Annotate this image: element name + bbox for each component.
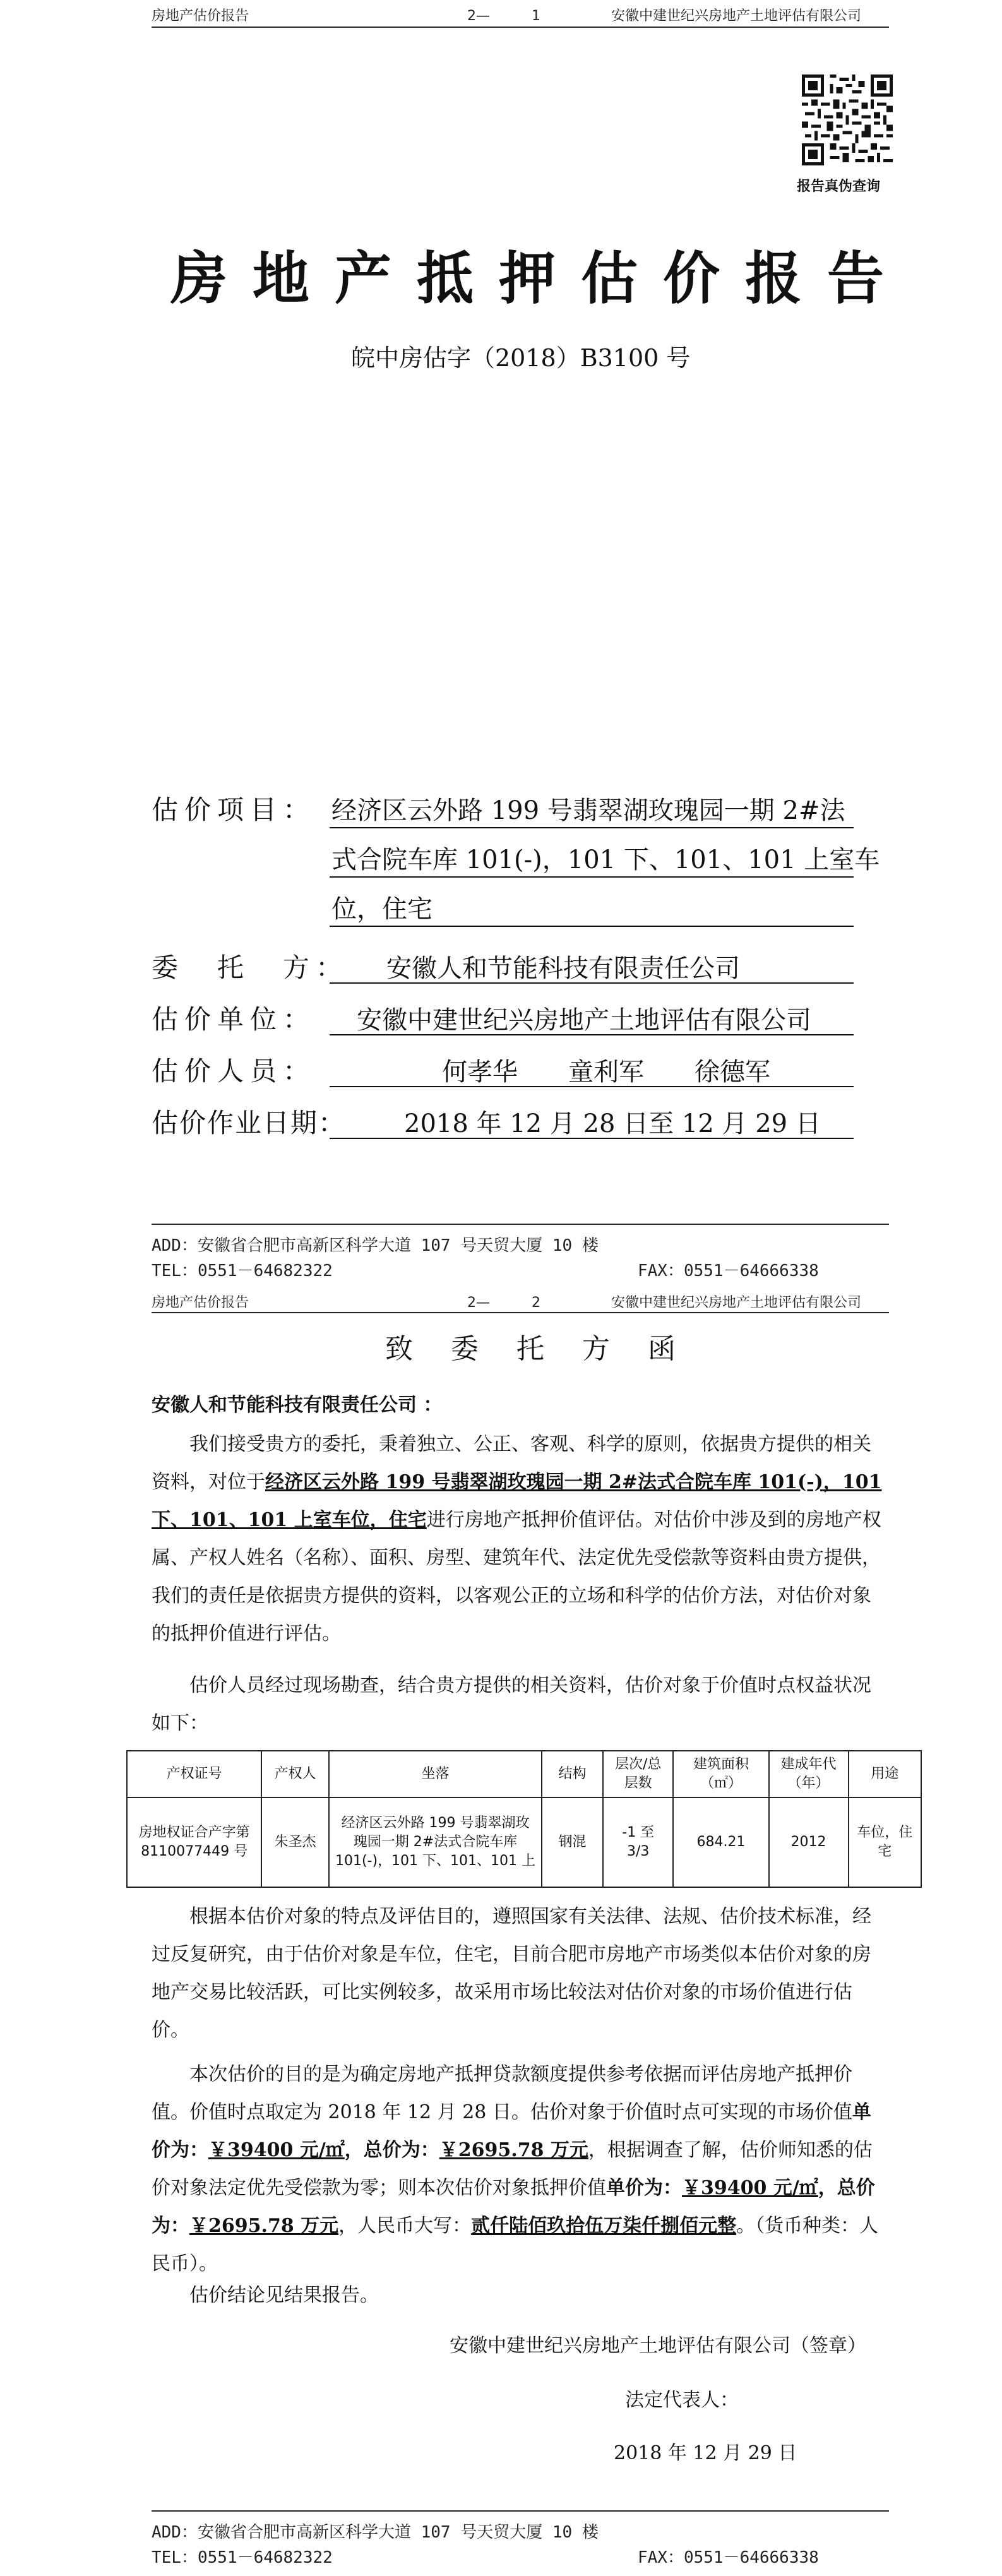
page2-header-rule [152, 1312, 889, 1313]
sign-representative: 法定代表人： [625, 2389, 739, 2411]
page1-footer-rule [152, 1224, 889, 1225]
client-value: 安徽人和节能科技有限责任公司 [386, 954, 740, 983]
report-number: 皖中房估字（2018）B3100 号 [351, 344, 691, 372]
project-value-line2: 式合院车库 101(-)，101 下、101、101 上室车 [331, 845, 880, 874]
para4-unit-price: ￥39400 元/㎡ [208, 2139, 345, 2161]
sign-company: 安徽中建世纪兴房地产土地评估有限公司（签章） [450, 2335, 866, 2357]
date-label: 估价作业日期： [152, 1107, 347, 1138]
para1-property: 经济区云外路 199 号翡翠湖玫瑰园一期 2#法式合院车库 101(-)，101 下、101、101 上室车位，住宅 [152, 1471, 882, 1531]
page2-footer-fax: FAX：0551－64666338 [638, 2548, 819, 2567]
sign-date: 2018 年 12 月 29 日 [614, 2442, 797, 2464]
letter-paragraph-5: 估价结论见结果报告。 [189, 2284, 379, 2306]
report-title: 房地产抵押估价报告 [170, 245, 909, 312]
para1-intro: 我们接受贵方的委托，秉着独立、公正、客观、科学的原则，依据贵方提供的相关资料，对位于 [152, 1433, 871, 1493]
table-header-cert: 产权证号 [127, 1751, 261, 1798]
project-underline-1 [330, 827, 854, 828]
table-cell-location: 经济区云外路 199 号翡翠湖玫瑰园一期 2#法式合院车库 101(-)，101 下、101、101 上 [329, 1798, 542, 1887]
table-header-structure: 结构 [542, 1751, 603, 1798]
letter-paragraph-4 [152, 2056, 889, 2283]
page2-footer-tel: TEL：0551－64682322 [152, 2548, 333, 2567]
project-label: 估价项目： [152, 794, 316, 825]
page1-footer-fax: FAX：0551－64666338 [638, 1261, 819, 1280]
project-value-line1: 经济区云外路 199 号翡翠湖玫瑰园一期 2#法 [331, 796, 845, 825]
table-cell-floors: -1 至 3/3 [603, 1798, 673, 1887]
property-info-table [126, 1750, 922, 1888]
table-header-floors: 层次/总层数 [603, 1751, 673, 1798]
letter-paragraph-2: 估价人员经过现场勘查，结合贵方提供的相关资料，估价对象于价值时点权益状况如下： [152, 1674, 871, 1734]
qr-caption: 报告真伪查询 [797, 179, 881, 194]
date-underline [330, 1138, 854, 1139]
table-header-location: 坐落 [329, 1751, 542, 1798]
table-header-area: 建筑面积（㎡） [673, 1751, 768, 1798]
table-header-year: 建成年代（年） [769, 1751, 849, 1798]
page1-header-left: 房地产估价报告 [152, 8, 249, 24]
page1-footer-address: ADD：安徽省合肥市高新区科学大道 107 号天贸大厦 10 楼 [152, 1236, 599, 1255]
para4-total-label: ，总价为： [344, 2139, 439, 2161]
page2-header-page-number: 2— 2 [467, 1295, 540, 1311]
letter-salutation: 安徽人和节能科技有限责任公司 ： [152, 1394, 443, 1416]
project-underline-2 [330, 876, 854, 878]
table-cell-year: 2012 [769, 1798, 849, 1887]
staff-underline [330, 1086, 854, 1087]
para4-middle: ，根据调查了解，估价师知悉的估价对象法定优先受偿款为零；则本次估价对象抵押价值 [152, 2139, 873, 2199]
appraiser-underline [330, 1034, 854, 1035]
staff-label: 估价人员： [152, 1056, 316, 1087]
para4-total2-label: ，总价为： [152, 2177, 875, 2237]
para4-unit2-label: 单价为： [606, 2177, 682, 2199]
table-row [127, 1798, 921, 1887]
para1-rest: 进行房地产抵押价值评估。对估价中涉及到的房地产权属、产权人姓名（名称）、面积、房型、建筑年代、法定优先受偿款等资料由贵方提供，我们的责任是依据贵方提供的资料，以客观公正的立场和科学的估价方法，对估价对象的抵押价值进行评估。 [152, 1509, 881, 1645]
appraiser-value: 安徽中建世纪兴房地产土地评估有限公司 [357, 1006, 811, 1035]
para4-upper-label: ，人民币大写： [338, 2215, 472, 2237]
client-label: 委 托 方： [152, 952, 349, 983]
project-value-line3: 位，住宅 [331, 895, 432, 924]
letter-paragraph-1 [152, 1426, 889, 1653]
page2-footer-rule [152, 2510, 889, 2512]
page1-header-page-number: 2— 1 [467, 8, 540, 24]
staff-value: 何孝华 童利军 徐德军 [442, 1058, 770, 1087]
page1-header-rule [152, 27, 889, 28]
qr-code-icon [802, 75, 893, 165]
letter-paragraph-3: 根据本估价对象的特点及评估目的，遵照国家有关法律、法规、估价技术标准，经过反复研究，由于估价对象是车位，住宅，目前合肥市房地产市场类似本估价对象的房地产交易比较活跃，可比实例较多，故采用市场比较法对估价对象的市场价值进行估价。 [152, 1905, 871, 2041]
para4-total-price: ￥2695.78 万元 [439, 2139, 588, 2161]
page2-header-right: 安徽中建世纪兴房地产土地评估有限公司 [611, 1295, 862, 1311]
date-value: 2018 年 12 月 28 日至 12 月 29 日 [404, 1109, 821, 1138]
table-cell-owner: 朱圣杰 [261, 1798, 329, 1887]
para4-total2-price: ￥2695.78 万元 [189, 2215, 339, 2237]
para4-intro: 本次估价的目的是为确定房地产抵押贷款额度提供参考依据而评估房地产抵押价值。价值时点取定为 2018 年 12 月 28 日。估价对象于价值时点可实现的市场价值 [152, 2063, 852, 2123]
page1-footer-tel: TEL：0551－64682322 [152, 1261, 333, 1280]
table-cell-structure: 钢混 [542, 1798, 603, 1887]
page1-header-right: 安徽中建世纪兴房地产土地评估有限公司 [611, 8, 862, 24]
table-cell-area: 684.21 [673, 1798, 768, 1887]
para4-unit2-price: ￥39400 元/㎡ [682, 2177, 818, 2199]
letter-title: 致 委 托 方 函 [385, 1333, 681, 1365]
table-header-usage: 用途 [849, 1751, 921, 1798]
para4-upper-amount: 贰仟陆佰玖拾伍万柒仟捌佰元整 [471, 2215, 737, 2237]
table-header-owner: 产权人 [261, 1751, 329, 1798]
project-underline-3 [330, 926, 854, 927]
client-underline [330, 982, 854, 984]
page2-header-left: 房地产估价报告 [152, 1295, 249, 1311]
page2-footer-address: ADD：安徽省合肥市高新区科学大道 107 号天贸大厦 10 楼 [152, 2523, 599, 2542]
appraiser-label: 估价单位： [152, 1004, 316, 1035]
para4-currency: 。（货币种类：人民币）。 [152, 2215, 879, 2275]
table-cell-cert: 房地权证合产字第 8110077449 号 [127, 1798, 261, 1887]
para4-unit-label: 单价为： [152, 2101, 871, 2161]
table-cell-usage: 车位，住宅 [849, 1798, 921, 1887]
